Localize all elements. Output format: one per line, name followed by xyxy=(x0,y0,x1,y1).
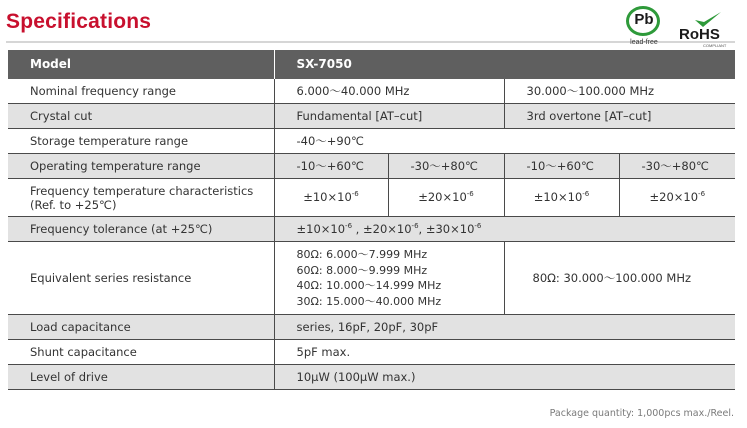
operating-temp-label: Operating temperature range xyxy=(8,154,274,179)
specifications-table xyxy=(8,50,735,390)
row-shunt-cap xyxy=(8,340,735,365)
ftol-sep-2: , xyxy=(418,221,426,236)
row-operating-temp xyxy=(8,154,735,179)
ftol-b-exp: -6 xyxy=(411,221,419,230)
freq-temp-char-label xyxy=(8,179,274,217)
shunt-cap-label: Shunt capacitance xyxy=(8,340,274,365)
ftol-a-exp: -6 xyxy=(345,221,353,230)
drive-level-value: 10μW (100μW max.) xyxy=(274,365,735,390)
crystal-cut-overtone: 3rd overtone [AT–cut] xyxy=(504,104,735,129)
operating-temp-value-1: -10〜+60℃ xyxy=(274,154,388,179)
row-esr xyxy=(8,242,735,315)
row-drive-level xyxy=(8,365,735,390)
freq-temp-char-value-1 xyxy=(274,179,388,217)
ftc-4-exp: -6 xyxy=(698,190,706,198)
freq-temp-char-value-3 xyxy=(504,179,619,217)
ftc-3-base: ±10×10 xyxy=(533,190,583,204)
nominal-frequency-fundamental: 6.000〜40.000 MHz xyxy=(274,79,504,104)
storage-temp-label: Storage temperature range xyxy=(8,129,274,154)
storage-temp-value: -40〜+90℃ xyxy=(274,129,735,154)
row-freq-temp-char xyxy=(8,179,735,217)
operating-temp-value-3: -10〜+60℃ xyxy=(504,154,619,179)
rohs-label: RoHS xyxy=(679,26,720,43)
ftol-sep-1: , xyxy=(352,221,363,236)
operating-temp-value-2: -30〜+80℃ xyxy=(388,154,504,179)
ftc-4-base: ±20×10 xyxy=(649,190,699,204)
nominal-frequency-label: Nominal frequency range xyxy=(8,79,274,104)
nominal-frequency-overtone: 30.000〜100.000 MHz xyxy=(504,79,735,104)
drive-level-label: Level of drive xyxy=(8,365,274,390)
ftol-c-exp: -6 xyxy=(474,221,482,230)
package-quantity-note: Package quantity: 1,000pcs max./Reel. xyxy=(549,408,734,419)
esr-label: Equivalent series resistance xyxy=(8,242,274,315)
crystal-cut-fundamental: Fundamental [AT–cut] xyxy=(274,104,504,129)
lead-free-logo xyxy=(624,6,664,48)
crystal-cut-label: Crystal cut xyxy=(8,104,274,129)
row-load-cap xyxy=(8,315,735,340)
lead-free-caption: lead-free xyxy=(630,39,658,46)
header-model-label: Model xyxy=(8,50,274,79)
freq-tolerance-label: Frequency tolerance (at +25℃) xyxy=(8,217,274,242)
page-title: Specifications xyxy=(6,10,152,33)
rohs-sub-label: COMPLIANT xyxy=(703,43,727,48)
ftc-2-base: ±20×10 xyxy=(418,190,467,204)
row-nominal-frequency xyxy=(8,79,735,104)
esr-line-4: 30Ω: 15.000〜40.000 MHz xyxy=(296,294,442,308)
ftc-2-exp: -6 xyxy=(466,190,474,198)
freq-temp-char-value-2 xyxy=(388,179,504,217)
load-cap-label: Load capacitance xyxy=(8,315,274,340)
row-crystal-cut xyxy=(8,104,735,129)
freq-temp-char-value-4 xyxy=(619,179,735,217)
row-freq-tolerance xyxy=(8,217,735,242)
esr-line-2: 60Ω: 8.000〜9.999 MHz xyxy=(296,263,428,277)
ftc-3-exp: -6 xyxy=(582,190,590,198)
header-model-value: SX-7050 xyxy=(274,50,735,79)
freq-tolerance-value xyxy=(274,217,735,242)
ftol-a-base: ±10×10 xyxy=(296,221,346,236)
esr-overtone-value: 80Ω: 30.000〜100.000 MHz xyxy=(504,242,735,315)
esr-fundamental-list xyxy=(274,242,504,315)
esr-line-3: 40Ω: 10.000〜14.999 MHz xyxy=(296,279,442,292)
ftol-c-base: ±30×10 xyxy=(425,221,475,236)
ftc-1-exp: -6 xyxy=(351,190,359,198)
esr-line-1: 80Ω: 6.000〜7.999 MHz xyxy=(296,248,428,261)
freq-temp-char-label-line1: Frequency temperature characteristics xyxy=(30,183,254,198)
ftol-b-base: ±20×10 xyxy=(363,221,412,236)
load-cap-value: series, 16pF, 20pF, 30pF xyxy=(274,315,735,340)
row-storage-temp xyxy=(8,129,735,154)
freq-temp-char-label-line2: (Ref. to +25℃) xyxy=(30,197,117,212)
ftc-1-base: ±10×10 xyxy=(303,190,352,204)
shunt-cap-value: 5pF max. xyxy=(274,340,735,365)
rohs-logo xyxy=(679,12,737,46)
lead-free-symbol: Pb xyxy=(634,11,654,28)
operating-temp-value-4: -30〜+80℃ xyxy=(619,154,735,179)
table-header-row xyxy=(8,50,735,79)
